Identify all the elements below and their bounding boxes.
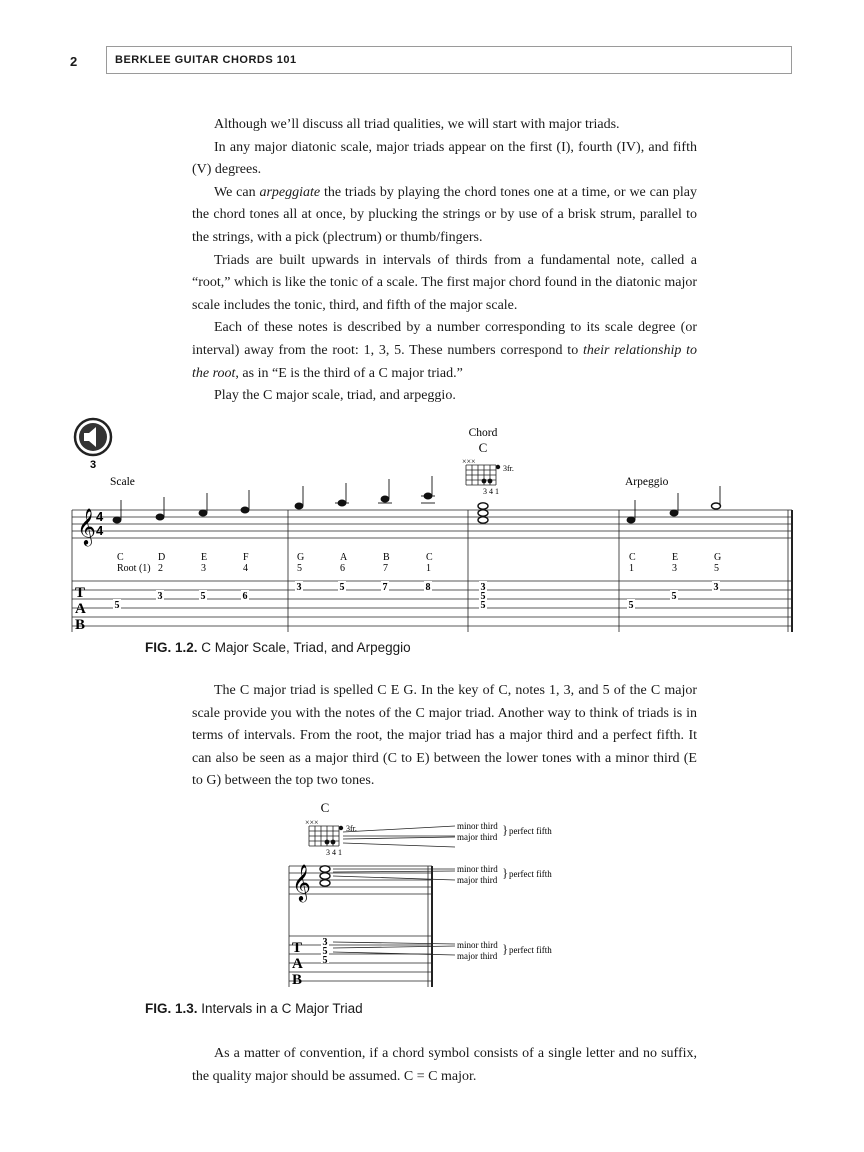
tab-fret: 5 [480, 591, 486, 602]
interval-label: minor third [457, 821, 498, 831]
middle-paragraph: The C major triad is spelled C E G. In the key of C, notes 1, 3, and 5 of the C major scale provide you with the notes of the C major triad. Another way to think of triads is in terms of intervals. From the root, the major triad has a major third and a perfect fifth. It can also be seen as a major third (C to E) between the lower tones with a minor third (E to G) between the top two tones. [192, 683, 697, 789]
note-name: D [158, 552, 166, 563]
page-number: 2 [70, 54, 78, 69]
tab-fret: 5 [480, 600, 486, 611]
note-name: B [383, 552, 390, 563]
tab-fret: 5 [671, 591, 677, 602]
tab-fret: 3 [296, 582, 302, 593]
note-name: E [672, 552, 679, 563]
closing-paragraph: As a matter of convention, if a chord symbol consists of a single letter and no suffix, the quality major should be assumed. C = C major. [192, 1046, 697, 1084]
tab-fret: 3 [322, 937, 328, 948]
degree: 5 [297, 563, 302, 574]
interval-label: minor third [457, 940, 498, 950]
interval-label: minor third [457, 864, 498, 874]
mute-marks: ××× [462, 457, 476, 466]
figure-1-2-notation [0, 410, 864, 640]
tab-fret: 8 [425, 582, 431, 593]
fret-label: 3fr. [346, 824, 357, 833]
fingering: 3 4 1 [326, 848, 342, 857]
intro-paragraph-6: Play the C major scale, triad, and arpeggio. [214, 388, 456, 404]
tab-letter: T [292, 940, 303, 956]
treble-clef: 𝄞 [77, 508, 96, 544]
chord-diagram [462, 457, 514, 496]
figure-1-2-caption: FIG. 1.2. C Major Scale, Triad, and Arpeggio [145, 640, 411, 655]
fret-label: 3fr. [503, 464, 514, 473]
degree: 3 [201, 563, 206, 574]
tab-fret: 3 [480, 582, 486, 593]
tab-fret: 5 [339, 582, 345, 593]
tab-fret: 5 [322, 946, 328, 957]
time-sig-top: 4 [96, 509, 104, 524]
tab-fret: 7 [382, 582, 388, 593]
note-name: C [629, 552, 636, 563]
middle-text [192, 680, 697, 793]
book-title: BERKLEE GUITAR CHORDS 101 [115, 54, 297, 66]
note-name: G [714, 552, 722, 563]
closing-text [192, 1043, 697, 1088]
degree: 7 [383, 563, 388, 574]
time-sig-bottom: 4 [96, 523, 104, 538]
treble-clef: 𝄞 [292, 864, 311, 900]
intro-paragraph-1: Although we’ll discuss all triad qualities, we will start with major triads. [214, 117, 620, 132]
degree: 6 [340, 563, 345, 574]
tab-fret: 5 [322, 955, 328, 966]
note-name: E [201, 552, 208, 563]
degree: Root (1) [117, 563, 151, 574]
audio-track-icon[interactable] [75, 419, 111, 455]
tab-letter: B [75, 617, 86, 633]
tab-letter: A [292, 956, 303, 972]
intro-paragraph-4: Triads are built upwards in intervals of thirds from a fundamental note, called a “root,” which is like the tonic of a scale. The first major chord found in the diatonic major scale includes the tonic, third, and fifth of the major scale. [192, 252, 697, 313]
tab-letter: A [75, 601, 86, 617]
running-header [106, 46, 792, 74]
degree: 5 [714, 563, 719, 574]
tab-letter: T [75, 585, 86, 601]
intro-paragraph-5: Each of these notes is described by a number corresponding to its scale degree (or interval) away from the root: 1, 3, 5. These numbers correspond to their relationship to the root, as in “E is the third of a C major triad.” [192, 320, 697, 381]
interval-label: perfect fifth [509, 869, 552, 879]
svg-text:}: } [502, 822, 509, 837]
figure-1-3-caption: FIG. 1.3. Intervals in a C Major Triad [145, 1001, 363, 1016]
fingering: 3 4 1 [483, 487, 499, 496]
note-name: G [297, 552, 305, 563]
chord-symbol: C [478, 440, 488, 455]
degree: 2 [158, 563, 163, 574]
tab-fret: 5 [114, 600, 120, 611]
interval-label: major third [457, 951, 498, 961]
track-number: 3 [89, 459, 97, 471]
tab-fret: 6 [242, 591, 248, 602]
tab-fret: 5 [200, 591, 206, 602]
intro-paragraph-2: In any major diatonic scale, major triads appear on the first (I), fourth (IV), and fifth (V) degrees. [192, 139, 697, 178]
degree: 4 [243, 563, 248, 574]
intro-paragraph-3: We can arpeggiate the triads by playing the chord tones one at a time, or we can play the chord tones all at once, by plucking the strings or by use of a brisk strum, parallel to the strings, with a pick (plectrum) or thumb/fingers. [192, 184, 697, 245]
figure-1-3-intervals [0, 798, 864, 994]
interval-label: perfect fifth [509, 826, 552, 836]
mute-marks: ××× [305, 818, 319, 827]
chord-symbol: C [320, 800, 330, 815]
chord-label: Chord [468, 427, 498, 439]
svg-text:}: } [502, 865, 509, 880]
tab-fret: 3 [713, 582, 719, 593]
note-name: C [426, 552, 433, 563]
interval-label: major third [457, 875, 498, 885]
intro-text [192, 114, 697, 408]
scale-label: Scale [110, 476, 135, 488]
degree: 1 [426, 563, 431, 574]
interval-label: perfect fifth [509, 945, 552, 955]
note-name: C [117, 552, 124, 563]
interval-label: major third [457, 832, 498, 842]
tab-fret: 5 [628, 600, 634, 611]
degree: 3 [672, 563, 677, 574]
svg-text:}: } [502, 941, 509, 956]
note-name: F [243, 552, 249, 563]
degree: 1 [629, 563, 634, 574]
note-name: A [340, 552, 348, 563]
arpeggio-label: Arpeggio [625, 476, 669, 488]
tab-letter: B [292, 972, 303, 988]
tab-fret: 3 [157, 591, 163, 602]
